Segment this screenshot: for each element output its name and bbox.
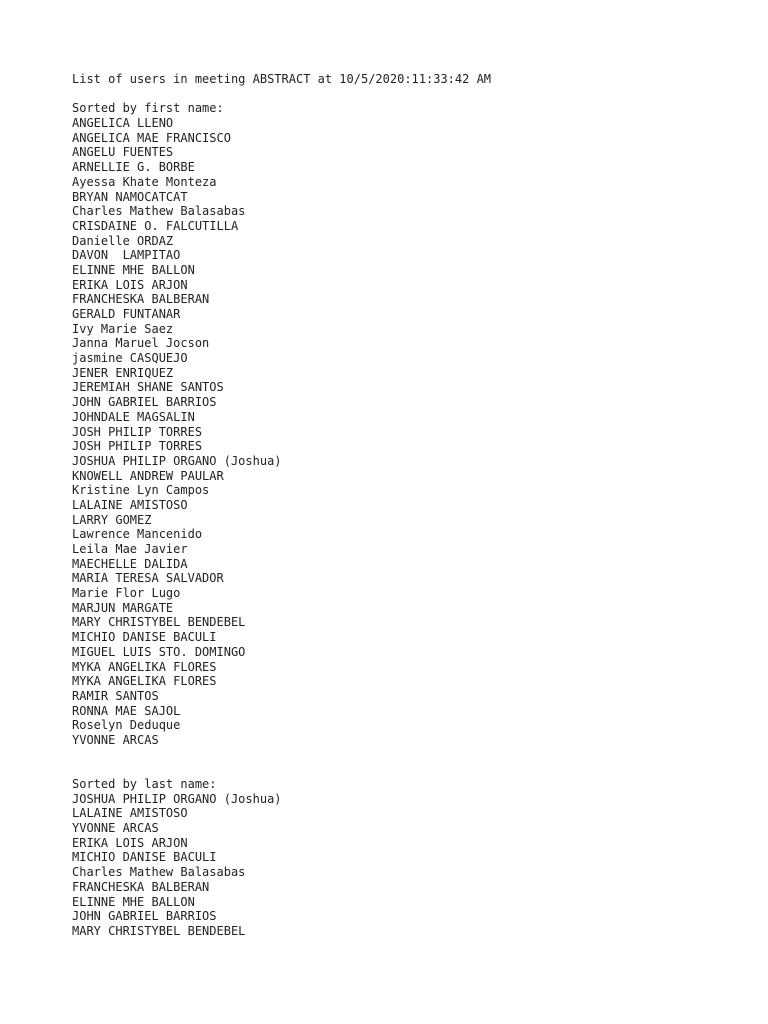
user-name-entry: MARIA TERESA SALVADOR xyxy=(72,571,224,586)
user-name-entry: Charles Mathew Balasabas xyxy=(72,204,246,219)
user-name-entry: ELINNE MHE BALLON xyxy=(72,894,195,909)
user-name-entry: RONNA MAE SAJOL xyxy=(72,703,181,718)
user-name-entry: ANGELICA MAE FRANCISCO xyxy=(72,130,231,145)
user-name-entry: Lawrence Mancenido xyxy=(72,527,203,542)
user-name-entry: JOSH PHILIP TORRES xyxy=(72,439,203,454)
user-name-entry: MICHIO DANISE BACULI xyxy=(72,630,217,645)
user-name-entry: MAECHELLE DALIDA xyxy=(72,556,188,571)
user-name-entry: Roselyn Deduque xyxy=(72,718,181,733)
user-name-entry: JOHN GABRIEL BARRIOS xyxy=(72,909,217,924)
user-name-entry: Leila Mae Javier xyxy=(72,542,188,556)
user-name-entry: ERIKA LOIS ARJON xyxy=(72,835,188,850)
first-name-list xyxy=(72,116,732,748)
user-name-entry: Marie Flor Lugo xyxy=(72,586,181,601)
spacer xyxy=(72,87,732,102)
user-name-entry: LARRY GOMEZ xyxy=(72,512,152,527)
user-name-entry: ANGELICA LLENO xyxy=(72,116,174,131)
document-header: List of users in meeting ABSTRACT at 10/5/2020:11:33:42 AM xyxy=(72,72,492,86)
user-name-entry: Kristine Lyn Campos xyxy=(72,483,210,498)
user-name-entry: Janna Maruel Jocson xyxy=(72,336,210,351)
user-name-entry: GERALD FUNTANAR xyxy=(72,307,181,321)
user-name-entry: Ayessa Khate Monteza xyxy=(72,174,217,189)
user-name-entry: ANGELU FUENTES xyxy=(72,145,174,160)
user-name-entry: ERIKA LOIS ARJON xyxy=(72,277,188,292)
user-name-entry: LALAINE AMISTOSO xyxy=(72,806,188,821)
user-name-entry: ELINNE MHE BALLON xyxy=(72,262,195,277)
user-name-entry: MYKA ANGELIKA FLORES xyxy=(72,674,217,689)
user-name-entry: Ivy Marie Saez xyxy=(72,321,174,336)
user-name-entry: LALAINE AMISTOSO xyxy=(72,497,188,512)
user-name-entry: FRANCHESKA BALBERAN xyxy=(72,879,210,894)
user-name-entry: JOHNDALE MAGSALIN xyxy=(72,409,195,424)
user-name-entry: JOSHUA PHILIP ORGANO (Joshua) xyxy=(72,453,282,468)
user-name-entry: ARNELLIE G. BORBE xyxy=(72,160,195,175)
user-name-entry: DAVON LAMPITAO xyxy=(72,248,181,263)
user-name-entry: JENER ENRIQUEZ xyxy=(72,365,174,380)
user-name-entry: BRYAN NAMOCATCAT xyxy=(72,189,188,204)
user-name-entry: RAMIR SANTOS xyxy=(72,688,159,703)
user-name-entry: MARY CHRISTYBEL BENDEBEL xyxy=(72,923,246,938)
last-name-section-heading: Sorted by last name: xyxy=(72,777,217,792)
user-name-entry: CRISDAINE O. FALCUTILLA xyxy=(72,218,239,233)
user-name-entry: KNOWELL ANDREW PAULAR xyxy=(72,468,224,483)
user-name-entry: YVONNE ARCAS xyxy=(72,821,159,836)
last-name-list xyxy=(72,792,732,939)
user-name-entry: MYKA ANGELIKA FLORES xyxy=(72,659,217,674)
user-name-entry: JOSHUA PHILIP ORGANO (Joshua) xyxy=(72,791,282,806)
user-name-entry: JOHN GABRIEL BARRIOS xyxy=(72,395,217,410)
user-name-entry: YVONNE ARCAS xyxy=(72,732,159,747)
user-name-entry: Charles Mathew Balasabas xyxy=(72,865,246,880)
user-name-entry: MICHIO DANISE BACULI xyxy=(72,850,217,865)
user-name-entry: jasmine CASQUEJO xyxy=(72,351,188,366)
spacer xyxy=(72,748,732,777)
user-name-entry: MARY CHRISTYBEL BENDEBEL xyxy=(72,615,246,630)
user-name-entry: MIGUEL LUIS STO. DOMINGO xyxy=(72,644,246,659)
user-name-entry: Danielle ORDAZ xyxy=(72,233,174,248)
user-name-entry: JOSH PHILIP TORRES xyxy=(72,424,203,439)
document-body xyxy=(72,72,732,939)
user-name-entry: JEREMIAH SHANE SANTOS xyxy=(72,380,224,395)
user-name-entry: MARJUN MARGATE xyxy=(72,600,174,615)
first-name-section-heading: Sorted by first name: xyxy=(72,101,224,116)
user-name-entry: FRANCHESKA BALBERAN xyxy=(72,292,210,307)
